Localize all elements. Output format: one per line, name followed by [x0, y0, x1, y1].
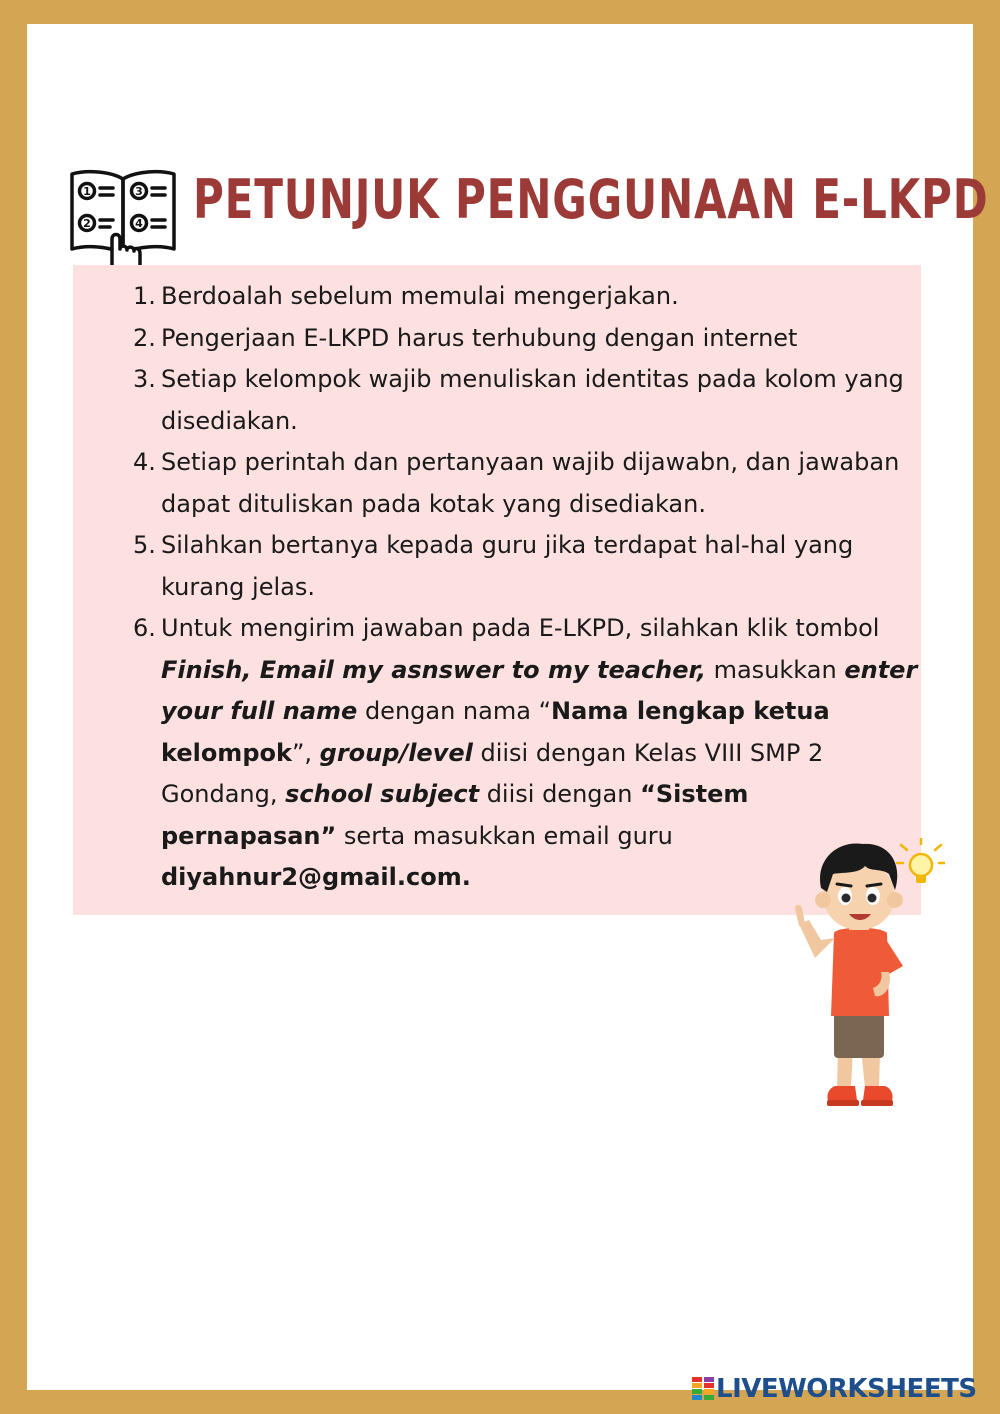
school-subject-field-instruction: school subject [285, 780, 480, 808]
leader-name-instruction: Nama lengkap ketua kelompok [161, 697, 830, 767]
step-text: ”, [291, 738, 320, 767]
instruction-list [133, 276, 923, 899]
subject-name-instruction: “Sistem pernapasan” [161, 780, 749, 850]
liveworksheets-mark-icon [692, 1377, 714, 1401]
step-text: masukkan [705, 655, 845, 684]
step-number: 4. [133, 448, 156, 476]
list-item [133, 276, 923, 318]
finish-button-instruction: Finish, Email my asnswer to my teacher, [161, 655, 706, 684]
step-text: Setiap perintah dan pertanyaan wajib dijawabn, dan jawaban dapat dituliskan pada kotak yang disediakan. [161, 448, 900, 518]
list-item [133, 318, 923, 360]
group-level-field-instruction: group/level [319, 738, 473, 767]
numbered-book-tap-icon [66, 165, 180, 277]
step-text: Untuk mengirim jawaban pada E-LKPD, silahkan klik tombol [161, 614, 880, 642]
list-item [133, 359, 923, 442]
full-name-field-instruction: enter your full name [161, 655, 918, 725]
step-number: 6. [133, 614, 156, 642]
step-number: 2. [133, 323, 156, 352]
liveworksheets-logo [692, 1374, 988, 1404]
step-text: Pengerjaan E-LKPD harus terhubung dengan internet [161, 323, 798, 352]
step-text: Silahkan bertanya kepada guru jika terdapat hal-hal yang kurang jelas. [161, 531, 854, 601]
step-text: Berdoalah sebelum memulai mengerjakan. [161, 282, 679, 310]
brand-name: LIVEWORKSHEETS [716, 1374, 977, 1404]
list-item [133, 442, 923, 525]
step-number: 1. [133, 282, 156, 310]
step-text: diisi dengan [479, 780, 641, 808]
step-text: dengan nama “ [357, 697, 551, 725]
step-text: diisi dengan Kelas VIII SMP 2 Gondang, [161, 738, 824, 808]
teacher-email: diyahnur2@gmail.com. [161, 863, 471, 891]
step-number: 5. [133, 531, 156, 559]
list-item [133, 525, 923, 608]
svg-text:2: 2 [83, 217, 91, 230]
step-text: serta masukkan email guru [336, 821, 673, 850]
step-number: 3. [133, 365, 156, 393]
pointing-boy-idea-illustration [785, 838, 945, 1123]
step-text: Setiap kelompok wajib menuliskan identitas pada kolom yang disediakan. [161, 365, 904, 435]
svg-text:4: 4 [135, 217, 143, 230]
svg-text:1: 1 [83, 185, 91, 198]
svg-text:3: 3 [135, 185, 143, 198]
page-title: PETUNJUK PENGGUNAAN E-LKPD [193, 168, 989, 231]
